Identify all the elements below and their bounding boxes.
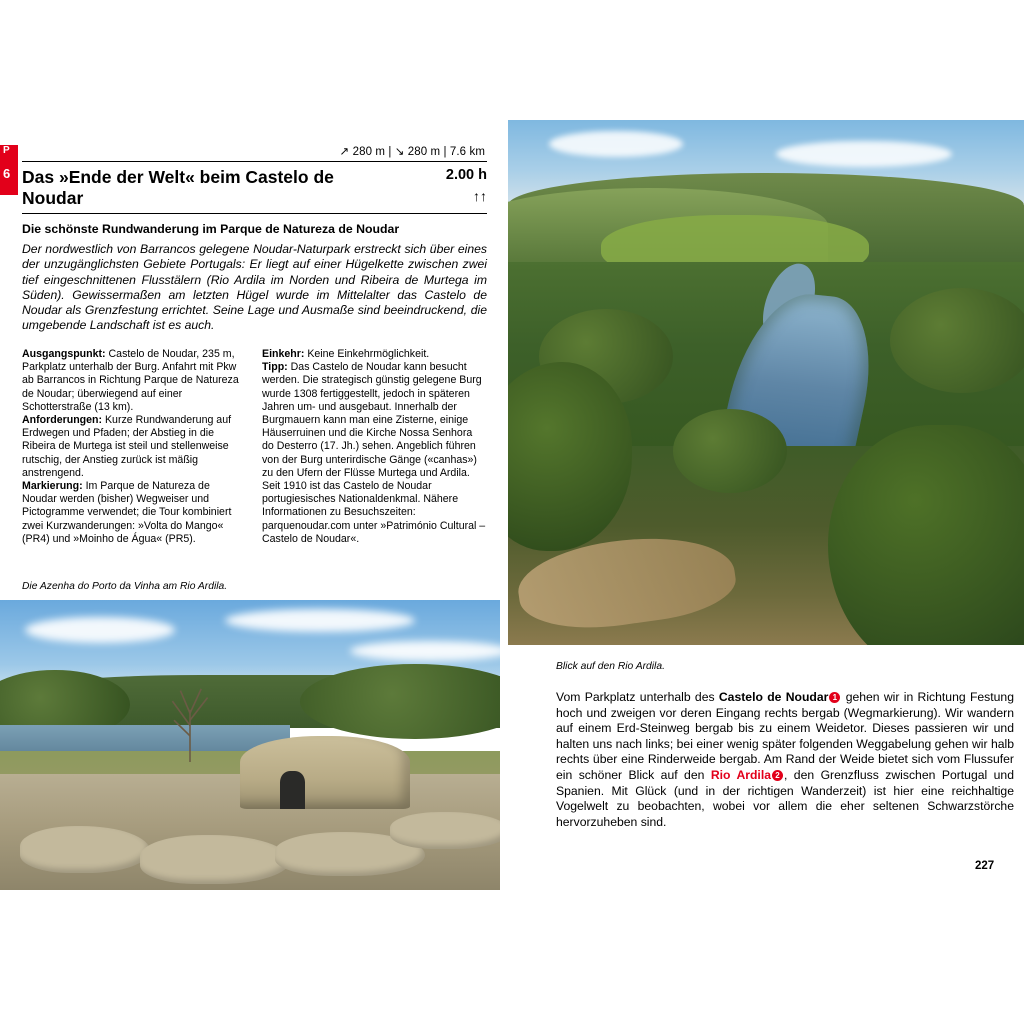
photo-bush — [300, 664, 500, 739]
title-row — [22, 167, 487, 209]
info-item — [262, 361, 486, 546]
tour-stats: ↗ 280 m | ↘ 280 m | 7.6 km — [339, 146, 485, 158]
header-divider-bottom — [22, 213, 487, 214]
castle-name: Castelo de Noudar — [718, 690, 829, 704]
info-text: Kurze Rundwanderung auf Erdwegen und Pfaden; der Abstieg in die Ribeira de Murtega ist steil und stellenweise rutschig, der Anstieg zurück ist mäßig anstrengend. — [22, 414, 232, 479]
info-label: Anforderungen: — [22, 414, 103, 427]
info-item — [22, 414, 246, 480]
left-photo-caption: Die Azenha do Porto da Vinha am Rio Ardila. — [22, 581, 228, 592]
info-columns — [22, 348, 487, 546]
river-name: Rio Ardila — [710, 767, 771, 782]
info-item — [22, 480, 246, 546]
cloud-shape — [350, 641, 500, 661]
tour-duration: 2.00 h — [445, 167, 487, 183]
info-text: Castelo de Noudar, 235 m, Parkplatz unterhalb der Burg. Anfahrt mit Pkw ab Barrancos in Richtung Parque de Natureza de Noudar; überwiegend auf einer Schotterstraße (13 km). — [22, 348, 239, 413]
photo-rock — [20, 826, 150, 872]
bare-tree-icon — [150, 675, 230, 762]
photo-rock — [390, 812, 500, 850]
page-title: Das »Ende der Welt« beim Castelo de Noudar — [22, 167, 334, 208]
cloud-shape — [776, 141, 951, 167]
info-label: Markierung: — [22, 480, 83, 493]
header-divider-top — [22, 161, 487, 162]
info-item — [262, 348, 486, 361]
tour-lede: Der nordwestlich von Barrancos gelegene Noudar-Naturpark erstreckt sich über eines der unzugänglichsten Gebiete Portugals: Er liegt auf einer Hügelkette zwischen zwei tief eingeschnittenen Flusstälern (Rio Ardila im Norden und Ribeira de Murtega im Süden). Gewissermaßen am letzten Hügel wurde im Mittelalter das Castelo de Noudar als Grenzfestung errichtet. Seine Lage und Ausmaße sind beeindruckend, die umgebende Landschaft ist es auch. — [22, 242, 487, 333]
info-text: Keine Einkehrmöglichkeit. — [304, 348, 430, 360]
photo-mill-door — [280, 771, 305, 809]
body-text-3: , den Grenzfluss zwischen Portugal und Spanien. Mit Glück (und in der richtigen Wanderzeit) ist hier eine reichhaltige Vogelwelt zu beobachten, wobei vor allem die eher seltenen Schwarzstörche hervorzuheben sind. — [556, 767, 1014, 829]
cloud-shape — [549, 131, 683, 157]
photo-rio-ardila-valley — [508, 120, 1024, 645]
photo-mill-rio-ardila — [0, 600, 500, 890]
photo-scrub — [673, 409, 787, 493]
tour-header — [22, 145, 487, 334]
info-text: Das Castelo de Noudar kann besucht werden. Die strategisch günstig gelegene Burg wurde 1308 fertiggestellt, jedoch in späteren Jahren um- und ausgebaut. Innerhalb der Burgmauern kann man eine Zisterne, einige Häuserruinen und die Kirche Nossa Senhora do Desterro (17. Jh.) sehen. Angeblich führen von der Burg unterirdische Gänge («canhas») zu den Ufern der Flüsse Murtega und Ardila. Seit 1910 ist das Castelo de Noudar portugiesisches Nationaldenkmal. Nähere Informationen zu Besuchszeiten: parquenoudar.com unter »Património Cultural – Castelo de Noudar«. — [262, 361, 486, 545]
photo-scrub — [890, 288, 1024, 393]
photo-mill-building — [240, 736, 410, 809]
info-label: Tipp: — [262, 361, 288, 374]
waypoint-marker-1: 1 — [829, 692, 840, 703]
info-label: Einkehr: — [262, 348, 305, 360]
cloud-shape — [225, 609, 415, 632]
tour-subtitle: Die schönste Rundwanderung im Parque de Natureza de Noudar — [22, 222, 400, 236]
page-number: 227 — [975, 860, 995, 872]
body-text-1: Vom Parkplatz unterhalb des — [556, 690, 719, 704]
body-text-2: gehen wir in Richtung Festung hoch und zweigen vor deren Eingang rechts bergab (Wegmarkierung). Wir wandern auf einem Erd-Steinweg bergab bis zu einem Weidetor. Dieses passieren wir und halten uns nach links; bei einer wenig später folgenden Weggabelung gehen wir halb rechts über eine Rinderweide bergab. Am Rand der Weide bietet sich vom Flussufer ein schöner Blick auf den — [556, 690, 1014, 782]
route-description — [556, 690, 1014, 830]
info-label: Ausgangspunkt: — [22, 348, 106, 360]
info-column-left — [22, 348, 246, 546]
duration-block — [377, 167, 487, 205]
waypoint-marker-2: 2 — [772, 770, 783, 781]
info-column-right — [262, 348, 486, 546]
chapter-tab-marker — [0, 145, 18, 195]
right-photo-caption: Blick auf den Rio Ardila. — [556, 661, 665, 672]
info-text: Im Parque de Natureza de Noudar werden (bisher) Wegweiser und Pictogramme verwendet; die Tour kombiniert zwei Kurzwanderungen: »Volta do Mango« (PR4) und »Moinho de Água« (PR5). — [22, 480, 232, 545]
tab-number: 6 — [3, 166, 11, 181]
tab-letter: P — [3, 145, 10, 156]
photo-rock — [140, 835, 290, 884]
info-item — [22, 348, 246, 414]
hiker-difficulty-icon: ↑↑ — [473, 188, 487, 204]
